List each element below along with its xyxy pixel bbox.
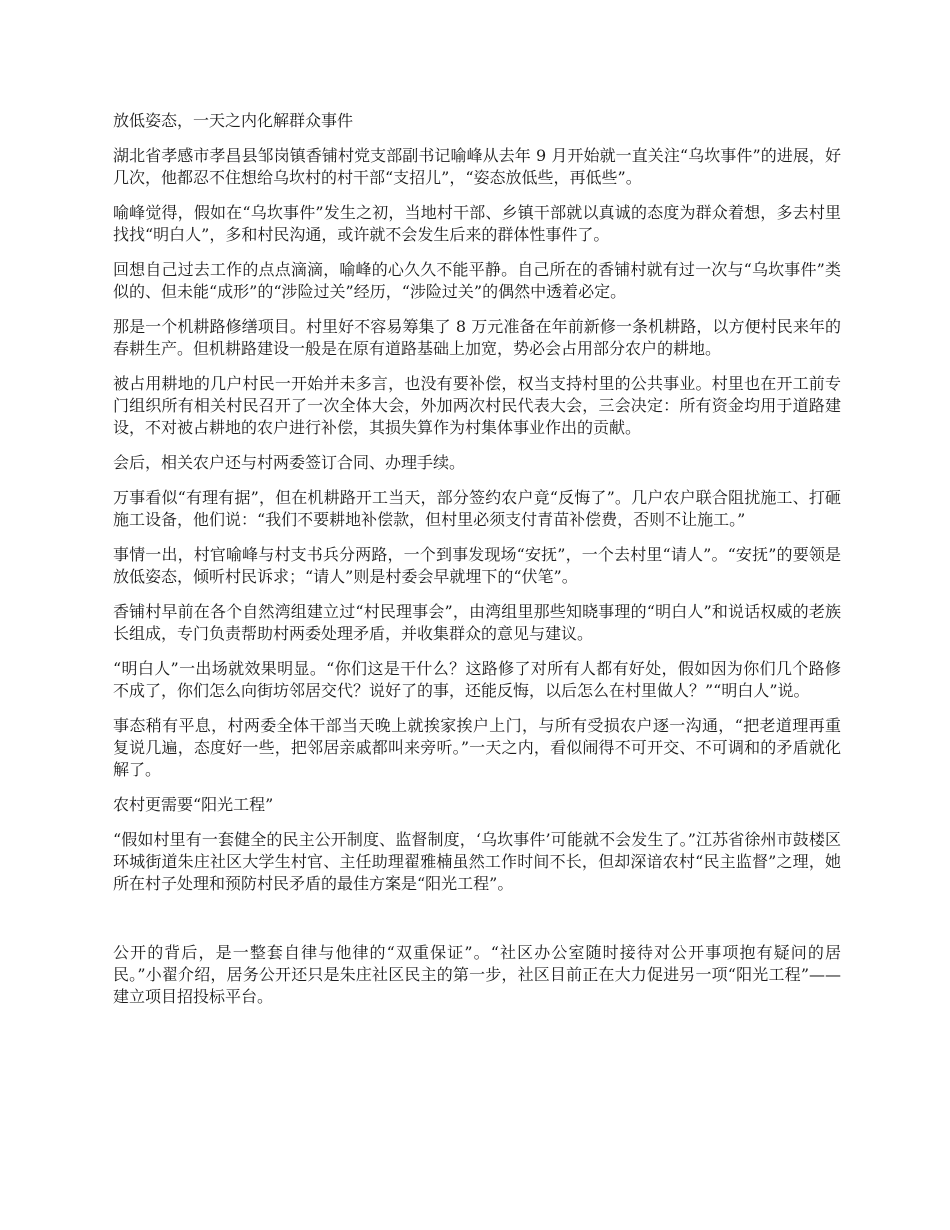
paragraph: “假如村里有一套健全的民主公开制度、监督制度，‘乌坎事件’可能就不会发生了。”江苏省徐州市鼓楼区环城街道朱庄社区大学生村官、主任助理翟雅楠虽然工作时间不长，但却深谙农村“民主监督”之理，她所在村子处理和预防村民矛盾的最佳方案是“阳光工程”。 <box>113 830 841 893</box>
paragraph: 湖北省孝感市孝昌县邹岗镇香铺村党支部副书记喻峰从去年 9 月开始就一直关注“乌坎事件”的进展，好几次，他都忍不住想给乌坎村的村干部“支招儿”，“姿态放低些，再低些”。 <box>113 146 841 187</box>
blank-spacer <box>113 908 841 942</box>
paragraph: 喻峰觉得，假如在“乌坎事件”发生之初，当地村干部、乡镇干部就以真诚的态度为群众着想，多去村里找找“明白人”，多和村民沟通，或许就不会发生后来的群体性事件了。 <box>113 203 841 244</box>
paragraph: 被占用耕地的几户村民一开始并未多言，也没有要补偿，权当支持村里的公共事业。村里也在开工前专门组织所有相关村民召开了一次全体大会，外加两次村民代表大会，三会决定：所有资金均用于道路建设，不对被占耕地的农户进行补偿，其损失算作为村集体事业作出的贡献。 <box>113 374 841 437</box>
paragraph: 事态稍有平息，村两委全体干部当天晚上就挨家挨户上门，与所有受损农户逐一沟通，“把老道理再重复说几遍，态度好一些，把邻居亲戚都叫来旁听。”一天之内，看似闹得不可开交、不可调和的矛盾就化解了。 <box>113 716 841 779</box>
paragraph: 回想自己过去工作的点点滴滴，喻峰的心久久不能平静。自己所在的香铺村就有过一次与“乌坎事件”类似的、但未能“成形”的“涉险过关”经历，“涉险过关”的偶然中透着必定。 <box>113 260 841 301</box>
paragraph: 会后，相关农户还与村两委签订合同、办理手续。 <box>113 453 466 472</box>
paragraph: “明白人”一出场就效果明显。“你们这是干什么？这路修了对所有人都有好处，假如因为你们几个路修不成了，你们怎么向街坊邻居交代？说好了的事，还能反悔，以后怎么在村里做人？”“明白人”说。 <box>113 659 841 700</box>
document-body <box>113 110 841 1021</box>
paragraph: 香铺村早前在各个自然湾组建立过“村民理事会”，由湾组里那些知晓事理的“明白人”和说话权威的老族长组成，专门负责帮助村两委处理矛盾，并收集群众的意见与建议。 <box>113 602 841 643</box>
paragraph: 公开的背后，是一整套自律与他律的“双重保证”。“社区办公室随时接待对公开事项抱有疑问的居民。”小翟介绍，居务公开还只是朱庄社区民主的第一步，社区目前正在大力促进另一项“阳光工程”——建立项目招投标平台。 <box>113 943 841 1006</box>
section-heading: 农村更需要“阳光工程” <box>113 795 274 814</box>
paragraph: 万事看似“有理有据”，但在机耕路开工当天，部分签约农户竟“反悔了”。几户农户联合阻扰施工、打砸施工设备，他们说：“我们不要耕地补偿款，但村里必须支付青苗补偿费，否则不让施工。” <box>113 488 841 529</box>
section-heading: 放低姿态，一天之内化解群众事件 <box>113 111 354 130</box>
paragraph: 那是一个机耕路修缮项目。村里好不容易筹集了 8 万元准备在年前新修一条机耕路，以方便村民来年的春耕生产。但机耕路建设一般是在原有道路基础上加宽，势必会占用部分农户的耕地。 <box>113 317 841 358</box>
paragraph: 事情一出，村官喻峰与村支书兵分两路，一个到事发现场“安抚”，一个去村里“请人”。“安抚”的要领是放低姿态，倾听村民诉求；“请人”则是村委会早就埋下的“伏笔”。 <box>113 545 841 586</box>
